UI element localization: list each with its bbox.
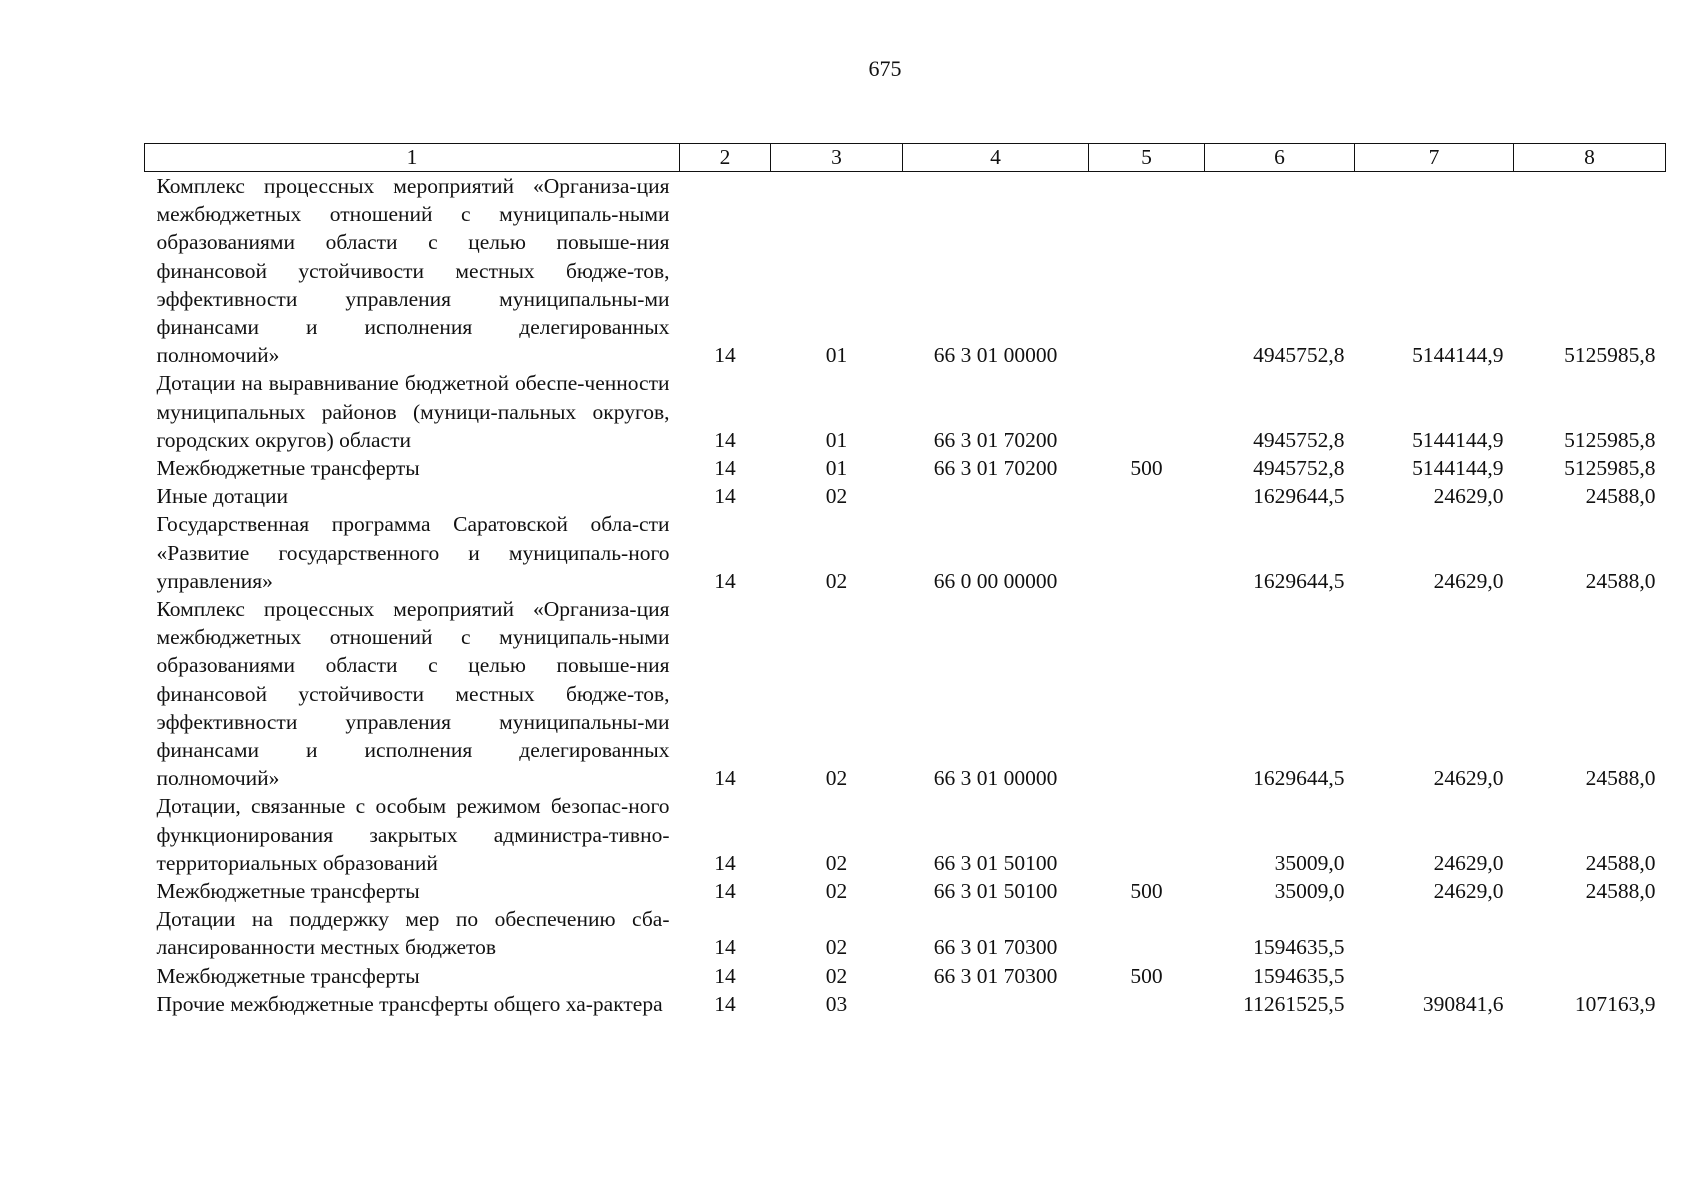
target-article-code: 66 3 01 70200 bbox=[933, 456, 1058, 481]
amount-col-8: 24588,0 bbox=[1585, 879, 1656, 904]
target-article-code: 66 3 01 70300 bbox=[933, 935, 1058, 960]
column-header: 3 bbox=[771, 144, 903, 172]
target-article-code: 66 0 00 00000 bbox=[933, 568, 1058, 593]
amount-col-8: 24588,0 bbox=[1585, 766, 1656, 791]
subsection-code: 02 bbox=[825, 935, 848, 960]
amount-col-6: 4945752,8 bbox=[1253, 427, 1345, 452]
column-header: 4 bbox=[903, 144, 1089, 172]
expense-type-code bbox=[1089, 990, 1205, 1018]
expense-type-code bbox=[1089, 905, 1205, 961]
subsection-code: 02 bbox=[825, 484, 848, 509]
table-row bbox=[145, 172, 1666, 370]
table-header-row bbox=[145, 144, 1666, 172]
table-row bbox=[145, 595, 1666, 792]
amount-col-6: 4945752,8 bbox=[1253, 343, 1345, 368]
section-code: 14 bbox=[714, 343, 736, 368]
expense-type-code: 500 bbox=[1130, 963, 1163, 988]
budget-table bbox=[144, 143, 1666, 1018]
amount-col-6: 11261525,5 bbox=[1243, 991, 1345, 1016]
page-number: 675 bbox=[868, 56, 902, 81]
amount-col-7: 5144144,9 bbox=[1412, 456, 1504, 481]
target-article-code: 66 3 01 50100 bbox=[933, 850, 1058, 875]
amount-col-7 bbox=[1355, 962, 1514, 990]
row-name: Комплекс процессных мероприятий «Организа-ция межбюджетных отношений с муниципаль-ными образованиями области с целью повыше-ния финансовой устойчивости местных бюдже-тов, эффективности управления муниципальны-ми финансами и исполнения делегированных полномочий» bbox=[156, 597, 670, 791]
expense-type-code bbox=[1089, 510, 1205, 595]
amount-col-7: 24629,0 bbox=[1433, 568, 1504, 593]
target-article-code bbox=[903, 482, 1089, 510]
expense-type-code: 500 bbox=[1130, 879, 1163, 904]
expense-type-code bbox=[1089, 792, 1205, 877]
subsection-code: 02 bbox=[825, 850, 848, 875]
amount-col-6: 1629644,5 bbox=[1253, 484, 1345, 509]
target-article-code: 66 3 01 00000 bbox=[933, 766, 1058, 791]
amount-col-8: 24588,0 bbox=[1585, 568, 1656, 593]
amount-col-6: 1629644,5 bbox=[1253, 766, 1345, 791]
amount-col-6: 35009,0 bbox=[1274, 850, 1345, 875]
column-header: 7 bbox=[1355, 144, 1514, 172]
amount-col-6: 1594635,5 bbox=[1253, 963, 1345, 988]
amount-col-7: 24629,0 bbox=[1433, 484, 1504, 509]
table-row bbox=[145, 962, 1666, 990]
amount-col-7: 24629,0 bbox=[1433, 879, 1504, 904]
amount-col-7 bbox=[1355, 905, 1514, 961]
column-header: 2 bbox=[680, 144, 771, 172]
amount-col-8: 5125985,8 bbox=[1564, 456, 1656, 481]
section-code: 14 bbox=[714, 484, 736, 509]
table-row bbox=[145, 510, 1666, 595]
subsection-code: 03 bbox=[825, 991, 848, 1016]
amount-col-8 bbox=[1514, 905, 1666, 961]
target-article-code: 66 3 01 50100 bbox=[933, 879, 1058, 904]
subsection-code: 01 bbox=[825, 427, 848, 452]
column-header: 8 bbox=[1514, 144, 1666, 172]
table-row bbox=[145, 454, 1666, 482]
amount-col-8 bbox=[1514, 962, 1666, 990]
section-code: 14 bbox=[714, 963, 736, 988]
amount-col-6: 1594635,5 bbox=[1253, 935, 1345, 960]
row-name: Комплекс процессных мероприятий «Организа-ция межбюджетных отношений с муниципаль-ными образованиями области с целью повыше-ния финансовой устойчивости местных бюдже-тов, эффективности управления муниципальны-ми финансами и исполнения делегированных полномочий» bbox=[156, 174, 670, 368]
subsection-code: 02 bbox=[825, 766, 848, 791]
amount-col-7: 390841,6 bbox=[1422, 991, 1504, 1016]
table-row bbox=[145, 877, 1666, 905]
section-code: 14 bbox=[714, 766, 736, 791]
row-name: Межбюджетные трансферты bbox=[156, 456, 420, 481]
table-body bbox=[145, 172, 1666, 1019]
expense-type-code bbox=[1089, 595, 1205, 792]
subsection-code: 02 bbox=[825, 963, 848, 988]
row-name: Дотации, связанные с особым режимом безопас-ного функционирования закрытых администра-тивно-территориальных образований bbox=[156, 794, 670, 875]
row-name: Дотации на поддержку мер по обеспечению сба-лансированности местных бюджетов bbox=[156, 907, 670, 960]
expense-type-code bbox=[1089, 172, 1205, 370]
section-code: 14 bbox=[714, 935, 736, 960]
amount-col-6: 35009,0 bbox=[1274, 879, 1345, 904]
table-row bbox=[145, 905, 1666, 961]
amount-col-8: 24588,0 bbox=[1585, 850, 1656, 875]
section-code: 14 bbox=[714, 850, 736, 875]
amount-col-7: 24629,0 bbox=[1433, 850, 1504, 875]
expense-type-code bbox=[1089, 482, 1205, 510]
row-name: Прочие межбюджетные трансферты общего ха-рактера bbox=[156, 991, 663, 1016]
table-row bbox=[145, 369, 1666, 454]
row-name: Государственная программа Саратовской обла-сти «Развитие государственного и муниципаль-ного управления» bbox=[156, 512, 670, 593]
amount-col-6: 4945752,8 bbox=[1253, 456, 1345, 481]
expense-type-code bbox=[1089, 369, 1205, 454]
column-header: 5 bbox=[1089, 144, 1205, 172]
amount-col-8: 5125985,8 bbox=[1564, 427, 1656, 452]
section-code: 14 bbox=[714, 427, 736, 452]
amount-col-8: 107163,9 bbox=[1574, 991, 1656, 1016]
section-code: 14 bbox=[714, 568, 736, 593]
row-name: Иные дотации bbox=[156, 484, 289, 509]
amount-col-7: 5144144,9 bbox=[1412, 427, 1504, 452]
subsection-code: 01 bbox=[825, 343, 848, 368]
table-row bbox=[145, 482, 1666, 510]
amount-col-6: 1629644,5 bbox=[1253, 568, 1345, 593]
row-name: Межбюджетные трансферты bbox=[156, 963, 420, 988]
table-row bbox=[145, 792, 1666, 877]
amount-col-7: 5144144,9 bbox=[1412, 343, 1504, 368]
expense-type-code: 500 bbox=[1130, 456, 1163, 481]
subsection-code: 02 bbox=[825, 568, 848, 593]
target-article-code: 66 3 01 70200 bbox=[933, 427, 1058, 452]
subsection-code: 02 bbox=[825, 879, 848, 904]
section-code: 14 bbox=[714, 456, 736, 481]
row-name: Межбюджетные трансферты bbox=[156, 879, 420, 904]
amount-col-8: 5125985,8 bbox=[1564, 343, 1656, 368]
target-article-code: 66 3 01 70300 bbox=[933, 963, 1058, 988]
column-header: 6 bbox=[1205, 144, 1355, 172]
section-code: 14 bbox=[714, 991, 736, 1016]
table-row bbox=[145, 990, 1666, 1018]
subsection-code: 01 bbox=[825, 456, 848, 481]
target-article-code bbox=[903, 990, 1089, 1018]
amount-col-7: 24629,0 bbox=[1433, 766, 1504, 791]
amount-col-8: 24588,0 bbox=[1585, 484, 1656, 509]
section-code: 14 bbox=[714, 879, 736, 904]
column-header: 1 bbox=[145, 144, 680, 172]
row-name: Дотации на выравнивание бюджетной обеспе-ченности муниципальных районов (муници-пальных округов, городских округов) области bbox=[156, 371, 670, 452]
target-article-code: 66 3 01 00000 bbox=[933, 343, 1058, 368]
